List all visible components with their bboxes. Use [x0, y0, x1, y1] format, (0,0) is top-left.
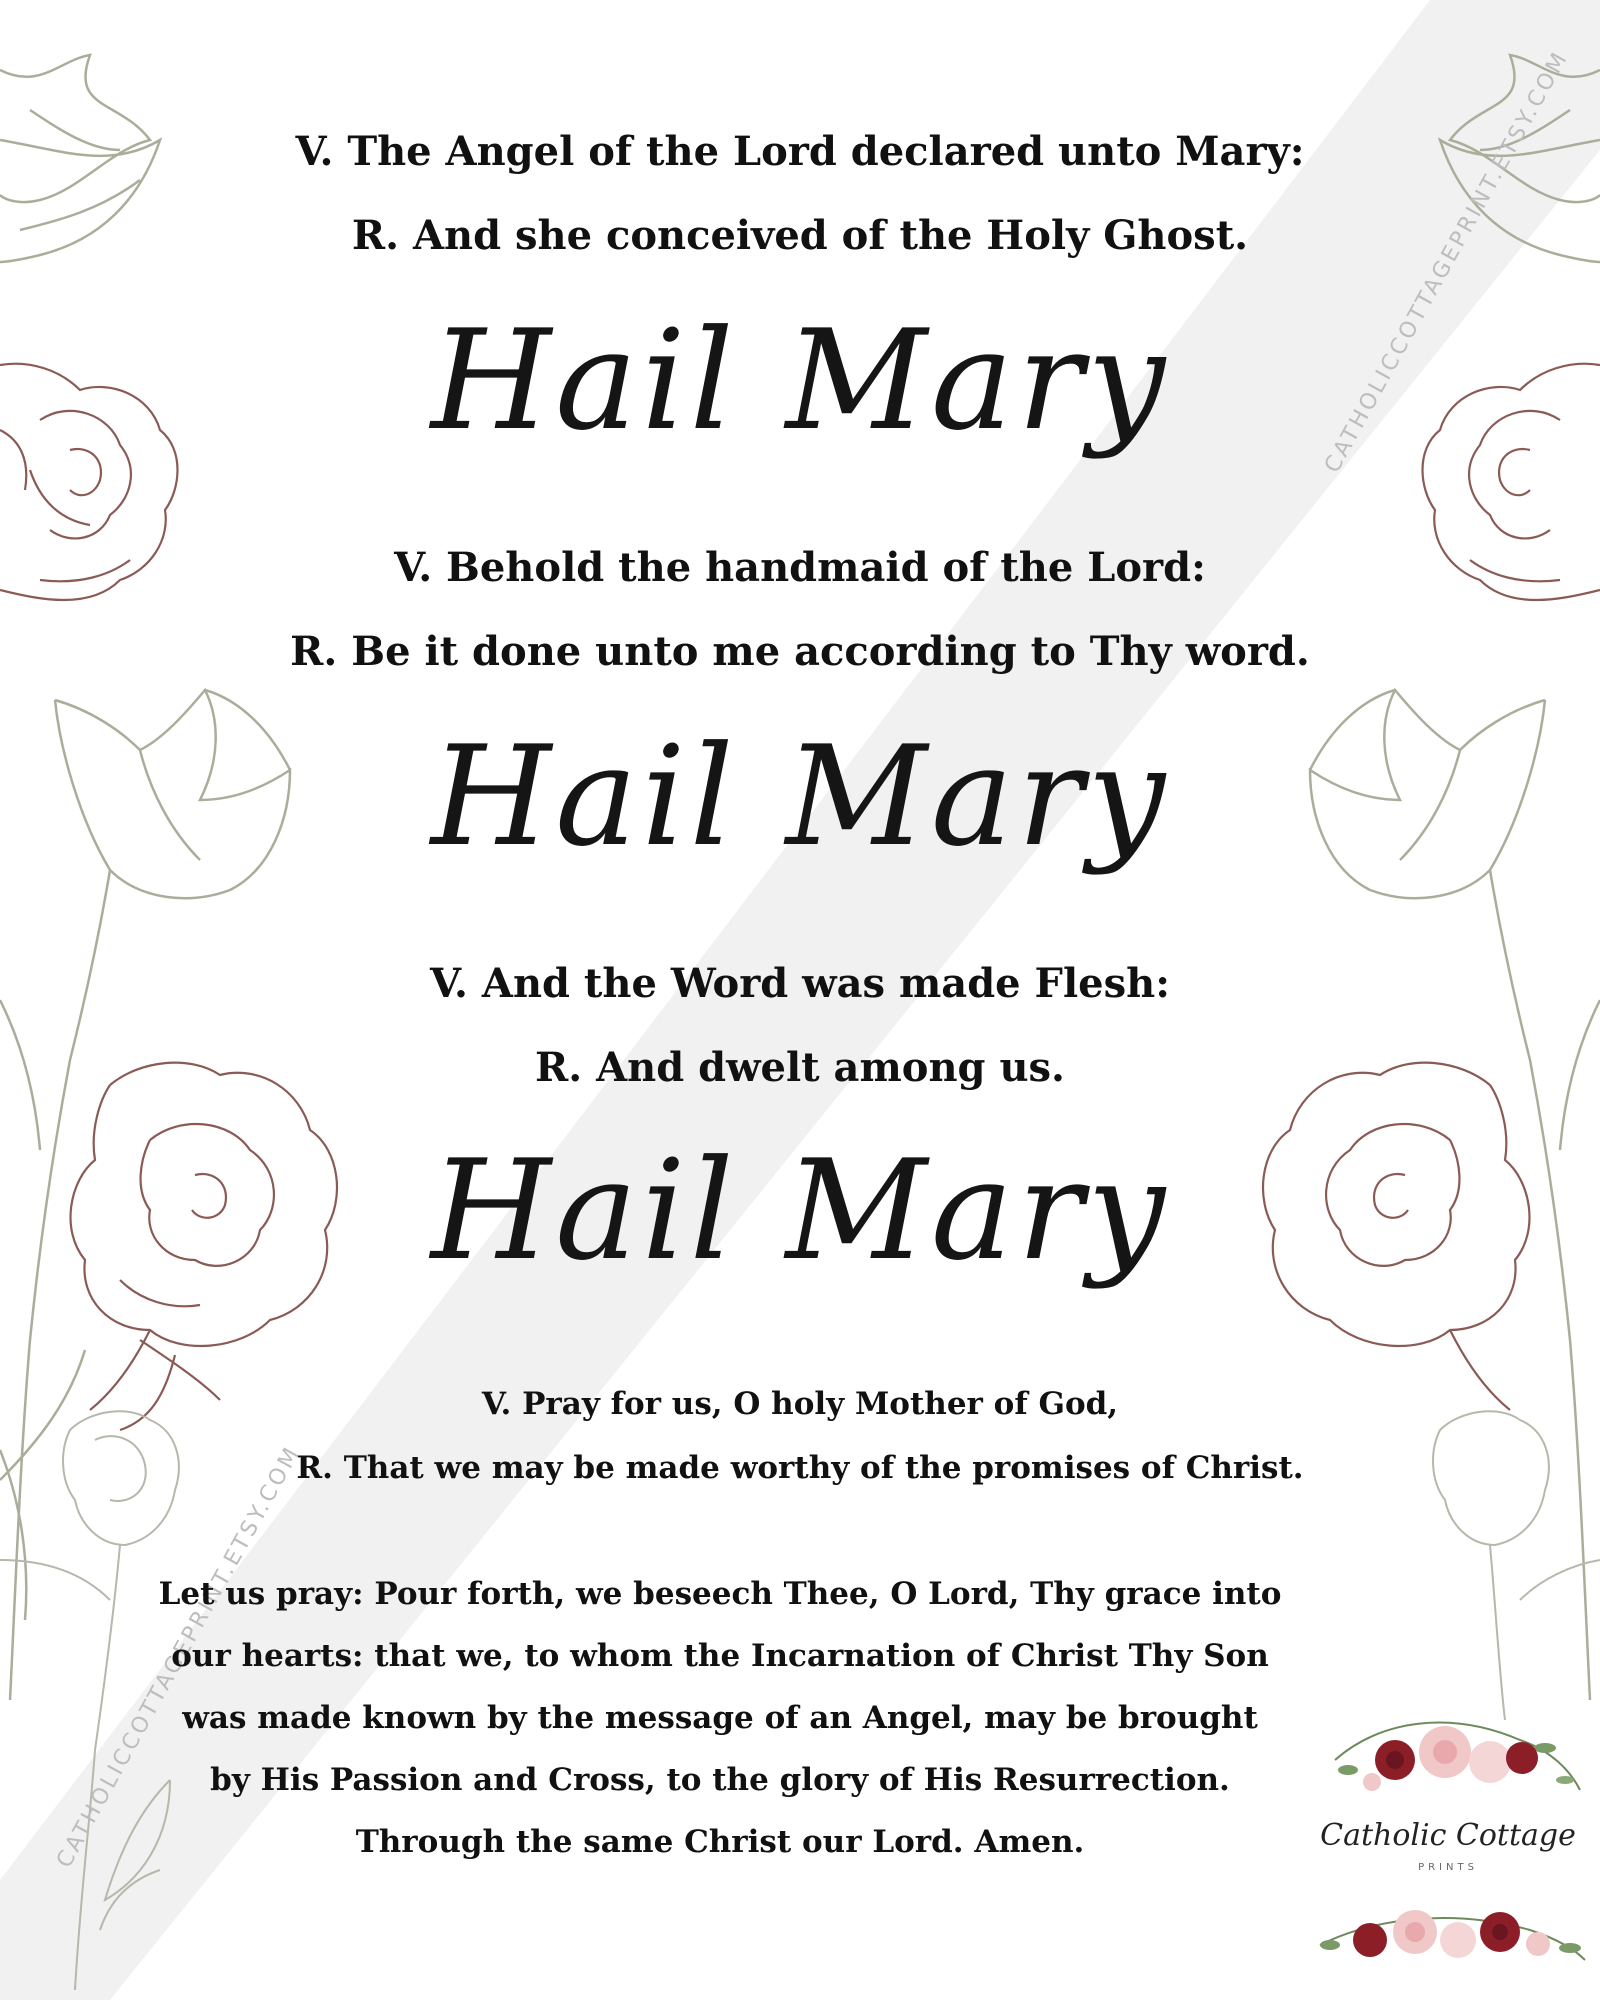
- versicle-3: V. And the Word was made Flesh:: [430, 960, 1170, 1007]
- prayer-line-2: our hearts: that we, to whom the Incarnation of Christ Thy Son: [171, 1638, 1269, 1674]
- hail-mary-heading-2: Hail Mary: [430, 716, 1170, 877]
- watermark-text-top-right: CATHOLICCOTTAGEPRINT.ETSY.COM: [1320, 46, 1574, 478]
- response-2: R. Be it done unto me according to Thy word.: [290, 628, 1310, 675]
- prayer-line-1: Let us pray: Pour forth, we beseech Thee, O Lord, Thy grace into: [158, 1576, 1282, 1612]
- hail-mary-heading-3: Hail Mary: [430, 1130, 1170, 1291]
- prayer-line-4: by His Passion and Cross, to the glory of His Resurrection.: [210, 1762, 1230, 1798]
- response-1: R. And she conceived of the Holy Ghost.: [351, 212, 1249, 259]
- closing-response: R. That we may be made worthy of the promises of Christ.: [296, 1450, 1304, 1486]
- watermark-text-bottom-left: CATHOLICCOTTAGEPRINT.ETSY.COM: [52, 1441, 306, 1873]
- logo-subtitle: PRINTS: [1418, 1862, 1478, 1873]
- hail-mary-heading-1: Hail Mary: [430, 300, 1170, 461]
- versicle-2: V. Behold the handmaid of the Lord:: [394, 544, 1206, 591]
- prayer-line-3: was made known by the message of an Angel, may be brought: [182, 1700, 1258, 1736]
- response-3: R. And dwelt among us.: [535, 1044, 1065, 1091]
- logo-name: Catholic Cottage: [1320, 1818, 1576, 1853]
- versicle-1: V. The Angel of the Lord declared unto Mary:: [295, 128, 1305, 175]
- prayer-line-5: Through the same Christ our Lord. Amen.: [355, 1824, 1085, 1860]
- closing-versicle: V. Pray for us, O holy Mother of God,: [481, 1386, 1119, 1422]
- brand-logo: [1316, 1704, 1580, 1982]
